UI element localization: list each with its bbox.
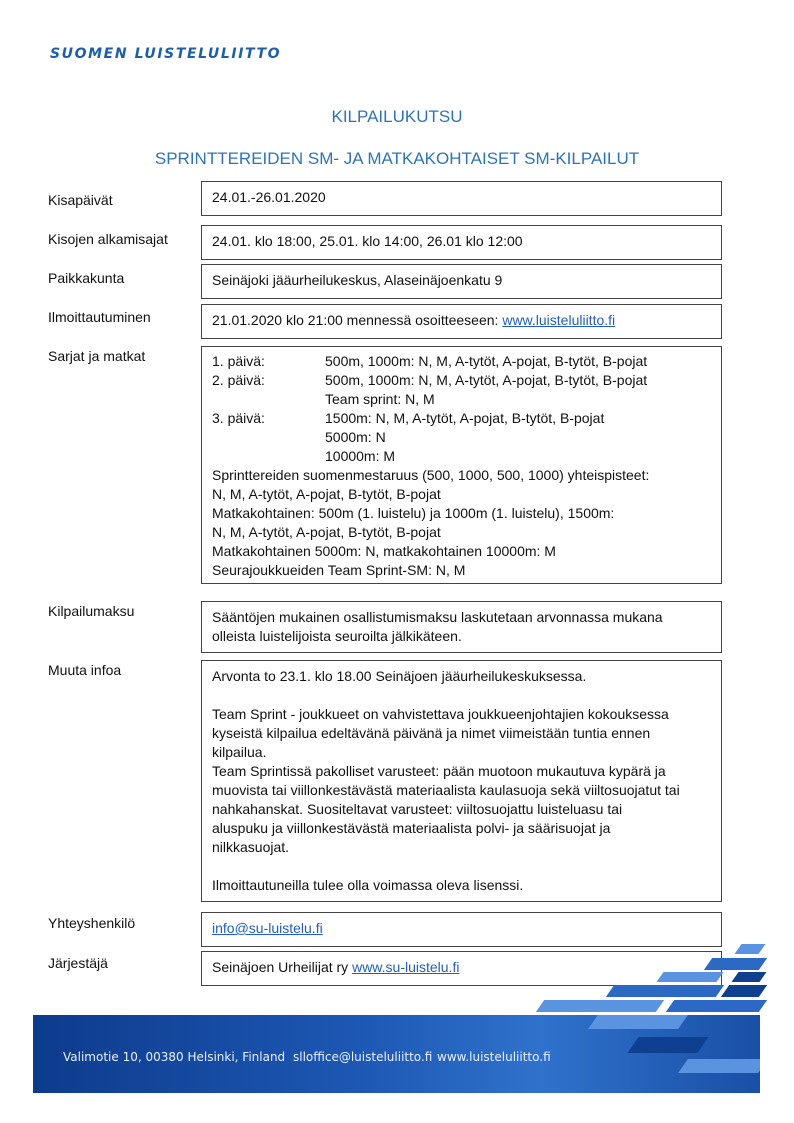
muuta-line: Team Sprint - joukkueet on vahvistettava joukkueenjohtajien kokouksessa <box>212 706 669 722</box>
decor-stripe <box>678 1059 760 1073</box>
muuta-line: kilpailua. <box>212 744 267 760</box>
muuta-p3: Ilmoittautuneilla tulee olla voimassa oleva lisenssi. <box>212 877 524 893</box>
paikkakunta-text: Seinäjoki jääurheilukeskus, Alaseinäjoenkatu 9 <box>212 272 503 288</box>
day-label: 2. päivä: <box>212 372 265 388</box>
value-kisapaivat <box>201 181 722 216</box>
label-sarjat: Sarjat ja matkat <box>48 348 146 364</box>
luisteluliitto-link[interactable]: www.luisteluliitto.fi <box>502 312 616 328</box>
sarjat-note: N, M, A-tytöt, A-pojat, B-tytöt, B-pojat <box>212 486 441 502</box>
value-sarjat <box>201 346 722 584</box>
day-events: 1500m: N, M, A-tytöt, A-pojat, B-tytöt, B-pojat 5000m: N 10000m: M <box>325 410 605 464</box>
email-link[interactable]: info@su-luistelu.fi <box>212 920 323 936</box>
label-kilpailumaksu: Kilpailumaksu <box>48 603 135 619</box>
muuta-line: nilkkasuojat. <box>212 839 290 855</box>
muuta-line: muovista tai viillonkestävästä materiaalista kaulasuoja sekä viiltosuojatut tai <box>212 782 680 798</box>
day-row <box>212 352 715 371</box>
sarjat-note: Seurajoukkueiden Team Sprint-SM: N, M <box>212 562 466 578</box>
day-row <box>212 409 715 466</box>
decor-stripe <box>666 1000 767 1012</box>
sarjat-note: Matkakohtainen: 500m (1. luistelu) ja 1000m (1. luistelu), 1500m: <box>212 505 615 521</box>
decor-stripe <box>627 1037 708 1053</box>
value-yhteyshenkilo <box>201 912 722 947</box>
label-jarjestaja: Järjestäjä <box>48 955 108 971</box>
label-yhteyshenkilo: Yhteyshenkilö <box>48 915 136 931</box>
decor-stripe <box>704 958 767 970</box>
label-ilmoittautuminen: Ilmoittautuminen <box>48 309 151 325</box>
decor-stripe <box>588 1015 688 1029</box>
value-ilmoittautuminen <box>201 304 722 339</box>
sarjat-note: N, M, A-tytöt, A-pojat, B-tytöt, B-pojat <box>212 524 441 540</box>
page-subtitle: SPRINTTEREIDEN SM- JA MATKAKOHTAISET SM-KILPAILUT <box>154 149 640 168</box>
decor-stripe <box>536 1000 664 1012</box>
value-jarjestaja <box>201 951 722 986</box>
muuta-line: nahkahanskat. Suositeltavat varusteet: viiltosuojattu luisteluasu tai <box>212 801 623 817</box>
day-row <box>212 371 715 409</box>
decor-stripe <box>606 985 724 997</box>
sarjat-note: Sprinttereiden suomenmestaruus (500, 1000, 500, 1000) yhteispisteet: <box>212 467 650 483</box>
sarjat-note: Matkakohtainen 5000m: N, matkakohtainen 10000m: M <box>212 543 556 559</box>
label-paikkakunta: Paikkakunta <box>48 270 125 286</box>
value-alkamisajat <box>201 225 722 260</box>
label-kisapaivat: Kisapäivät <box>48 192 113 208</box>
su-luistelu-link[interactable]: www.su-luistelu.fi <box>352 959 460 975</box>
day-events: 500m, 1000m: N, M, A-tytöt, A-pojat, B-tytöt, B-pojat <box>325 353 648 369</box>
logo: SUOMEN LUISTELULIITTO <box>50 46 282 62</box>
day-label: 1. päivä: <box>212 353 265 369</box>
kisapaivat-text: 24.01.-26.01.2020 <box>212 189 326 205</box>
kilpailumaksu-line: Sääntöjen mukainen osallistumismaksu laskutetaan arvonnassa mukana <box>212 609 663 625</box>
muuta-p1: Arvonta to 23.1. klo 18.00 Seinäjoen jääurheilukeskuksessa. <box>212 668 587 684</box>
decor-stripe <box>721 985 767 997</box>
muuta-line: kyseistä kilpailua edeltävänä päivänä ja nimet viimeistään tuntia ennen <box>212 725 651 741</box>
decor-stripe <box>731 972 766 982</box>
muuta-line: aluspuku ja viillonkestävästä materiaalista polvi- ja säärisuojat ja <box>212 820 611 836</box>
day-events: 500m, 1000m: N, M, A-tytöt, A-pojat, B-tytöt, B-pojat Team sprint: N, M <box>325 372 648 407</box>
footer-address: Valimotie 10, 00380 Helsinki, Finland <box>63 1050 286 1064</box>
ilmoittautuminen-text: 21.01.2020 klo 21:00 mennessä osoitteeseen: <box>212 312 503 328</box>
footer-web[interactable]: www.luisteluliitto.fi <box>437 1050 551 1064</box>
page-title: KILPAILUKUTSU <box>331 107 463 126</box>
kilpailumaksu-line: olleista luistelijoista seuroilta jälkikäteen. <box>212 628 462 644</box>
footer-email[interactable]: slloffice@luisteluliitto.fi <box>293 1050 433 1064</box>
label-muuta: Muuta infoa <box>48 662 122 678</box>
jarjestaja-text: Seinäjoen Urheilijat ry <box>212 959 353 975</box>
muuta-line: Team Sprintissä pakolliset varusteet: pään muotoon mukautuva kypärä ja <box>212 763 666 779</box>
day-label: 3. päivä: <box>212 410 265 426</box>
alkamisajat-text: 24.01. klo 18:00, 25.01. klo 14:00, 26.01 klo 12:00 <box>212 233 523 249</box>
value-muuta <box>201 660 722 902</box>
label-alkamisajat: Kisojen alkamisajat <box>48 231 168 247</box>
decor-stripe <box>734 944 765 954</box>
value-kilpailumaksu <box>201 601 722 653</box>
decor-stripe <box>656 972 723 982</box>
footer-banner <box>33 1015 760 1093</box>
value-paikkakunta <box>201 264 722 299</box>
